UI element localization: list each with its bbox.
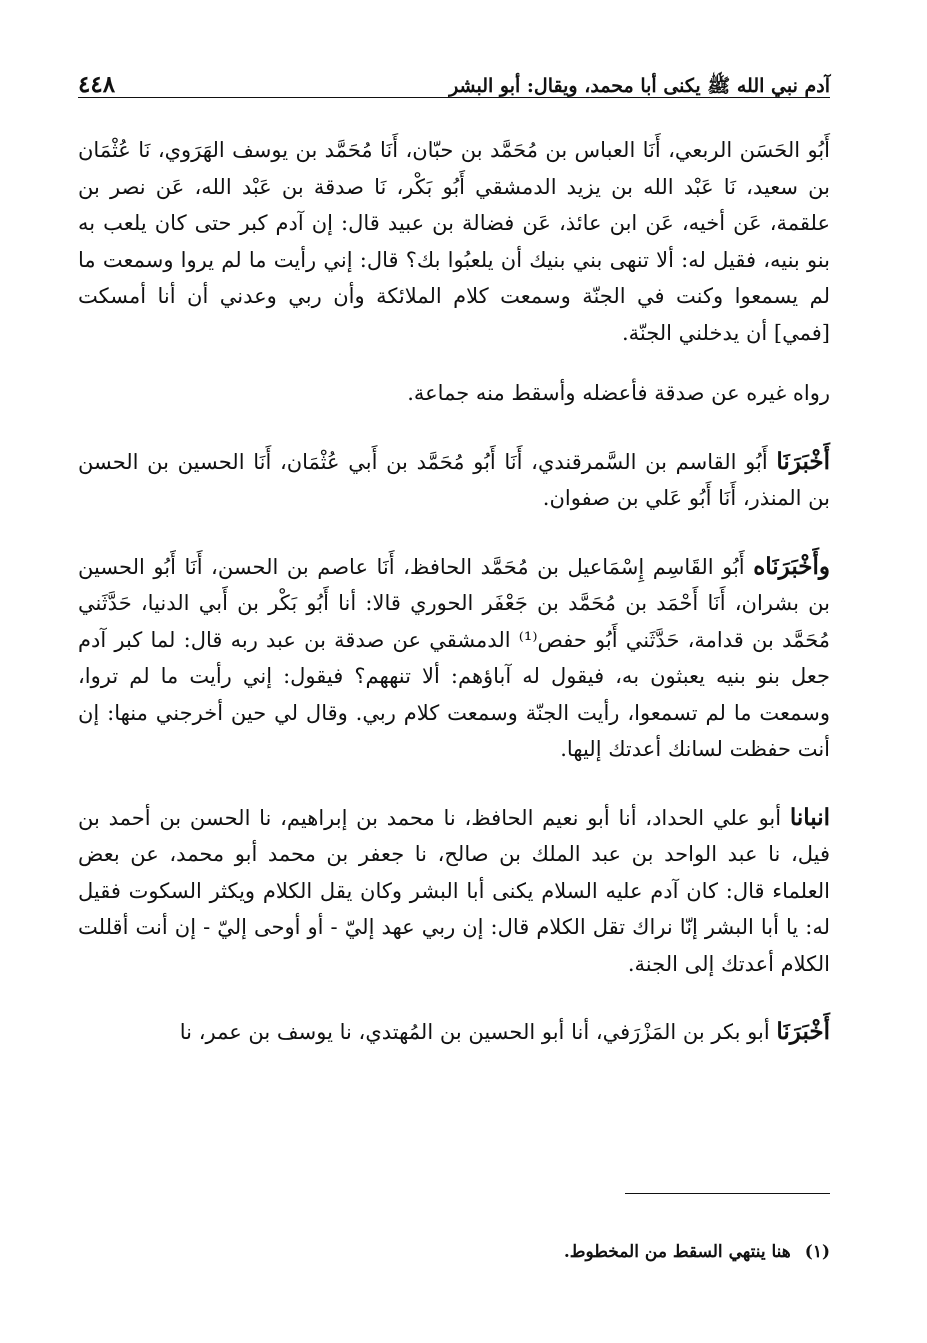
header-rule	[78, 97, 830, 98]
paragraph-text: أَبُو الحَسَن الربعي، أَنَا العباس بن مُحَمَّد بن حبّان، أَنَا مُحَمَّد بن يوسف الهَرَوي، نَا عُثْمَان بن سعيد، نَا عَبْد الله بن يزيد الدمشقي أَبُو بَكْر، نَا صدقة بن عَبْد الله، عَن نصر بن علقمة، عَن أخيه، عَن ابن عائذ، عَن فضالة بن عبيد قال: إن آدم كبر حتى كان يلعب به بنو بنيه، فقيل له: ألا تنهى بني بنيك أن يلعبُوا بك؟ قال: إني رأيت ما لم يروا وسمعت ما لم يسمعوا وكنت في الجنّة وسمعت كلام الملائكة وأن ربي وعدني أن أنا أمسكت [فمي] أن يدخلني الجنّة.	[78, 138, 830, 345]
running-title: آدم نبي الله ﷺ يكنى أبا محمد، ويقال: أبو البشر	[449, 75, 830, 97]
footnote-number: (١)	[804, 1242, 830, 1262]
paragraph-text: أبو بكر بن المَزْرَفي، أنا أبو الحسين بن المُهتدي، نا يوسف بن عمر، نا	[179, 1020, 777, 1044]
page-header	[78, 62, 830, 96]
lead-word: انبانا	[789, 803, 830, 831]
paragraph-3	[78, 444, 830, 517]
lead-word: أَخْبَرَنَا	[776, 1018, 830, 1045]
paragraph-6	[78, 1014, 830, 1051]
main-text	[78, 132, 830, 1051]
paragraph-text: أَبُو القاسم بن السَّمرقندي، أَنَا أَبُو مُحَمَّد بن أَبي عُثْمَان، أَنَا الحسين بن الحسن بن المنذر، أَنَا أَبُو عَلي بن صفوان.	[78, 449, 830, 510]
paragraph-text: رواه غيره عن صدقة فأعضله وأسقط منه جماعة.	[407, 381, 830, 405]
paragraph-4	[78, 549, 830, 768]
paragraph-2	[78, 375, 830, 412]
lead-word: أَخْبَرَنَا	[776, 447, 830, 475]
paragraph-text: أبو علي الحداد، أنا أبو نعيم الحافظ، نا محمد بن إبراهيم، نا الحسن بن أحمد بن فيل، نا عبد الواحد بن عبد الملك بن صالح، نا جعفر بن محمد أبو محمد، عن بعض العلماء قال: كان آدم عليه السلام يكنى أبا البشر وكان يقل الكلام ويكثر السكوت فقيل له: يا أبا البشر إنّا نراك تقل الكلام قال: إن ربي عهد إليّ - أو أوحى إليّ - إن أنت أقللت الكلام أعدتك إلى الجنة.	[78, 805, 830, 976]
footnote-text: هنا ينتهي السقط من المخطوط.	[563, 1242, 791, 1262]
paragraph-1	[78, 132, 830, 351]
footnote-rule	[625, 1193, 830, 1194]
paragraph-5	[78, 800, 830, 983]
lead-word: وأَخْبَرَنَاه	[753, 552, 830, 580]
page-number: ٤٤٨	[78, 71, 116, 98]
paragraph-text: أَبُو القَاسِم إِسْمَاعيل بن مُحَمَّد الحافظ، أَنَا عاصم بن الحسن، أَنَا أَبُو الحسين بن بشران، أَنَا أَحْمَد بن مُحَمَّد بن جَعْفَر الحوري قالا: أنا أَبُو بَكْر بن أَبي الدنيا، حَدَّثَني مُحَمَّد بن قدامة، حَدَّثَني أَبُو حفص⁽¹⁾ الدمشقي عن صدقة بن عبد ربه قال: لما كبر آدم جعل بنو بنيه يعبثون به، فيقول له آباؤهم: ألا تنههم؟ فيقول: إني رأيت ما لم تروا، وسمعت ما لم تسمعوا، رأيت الجنّة وسمعت كلام ربي. وقال لي حين أخرجني منها: إن أنت حفظت لسانك أعدتك إليها.	[78, 554, 830, 761]
footnote	[78, 1240, 830, 1264]
